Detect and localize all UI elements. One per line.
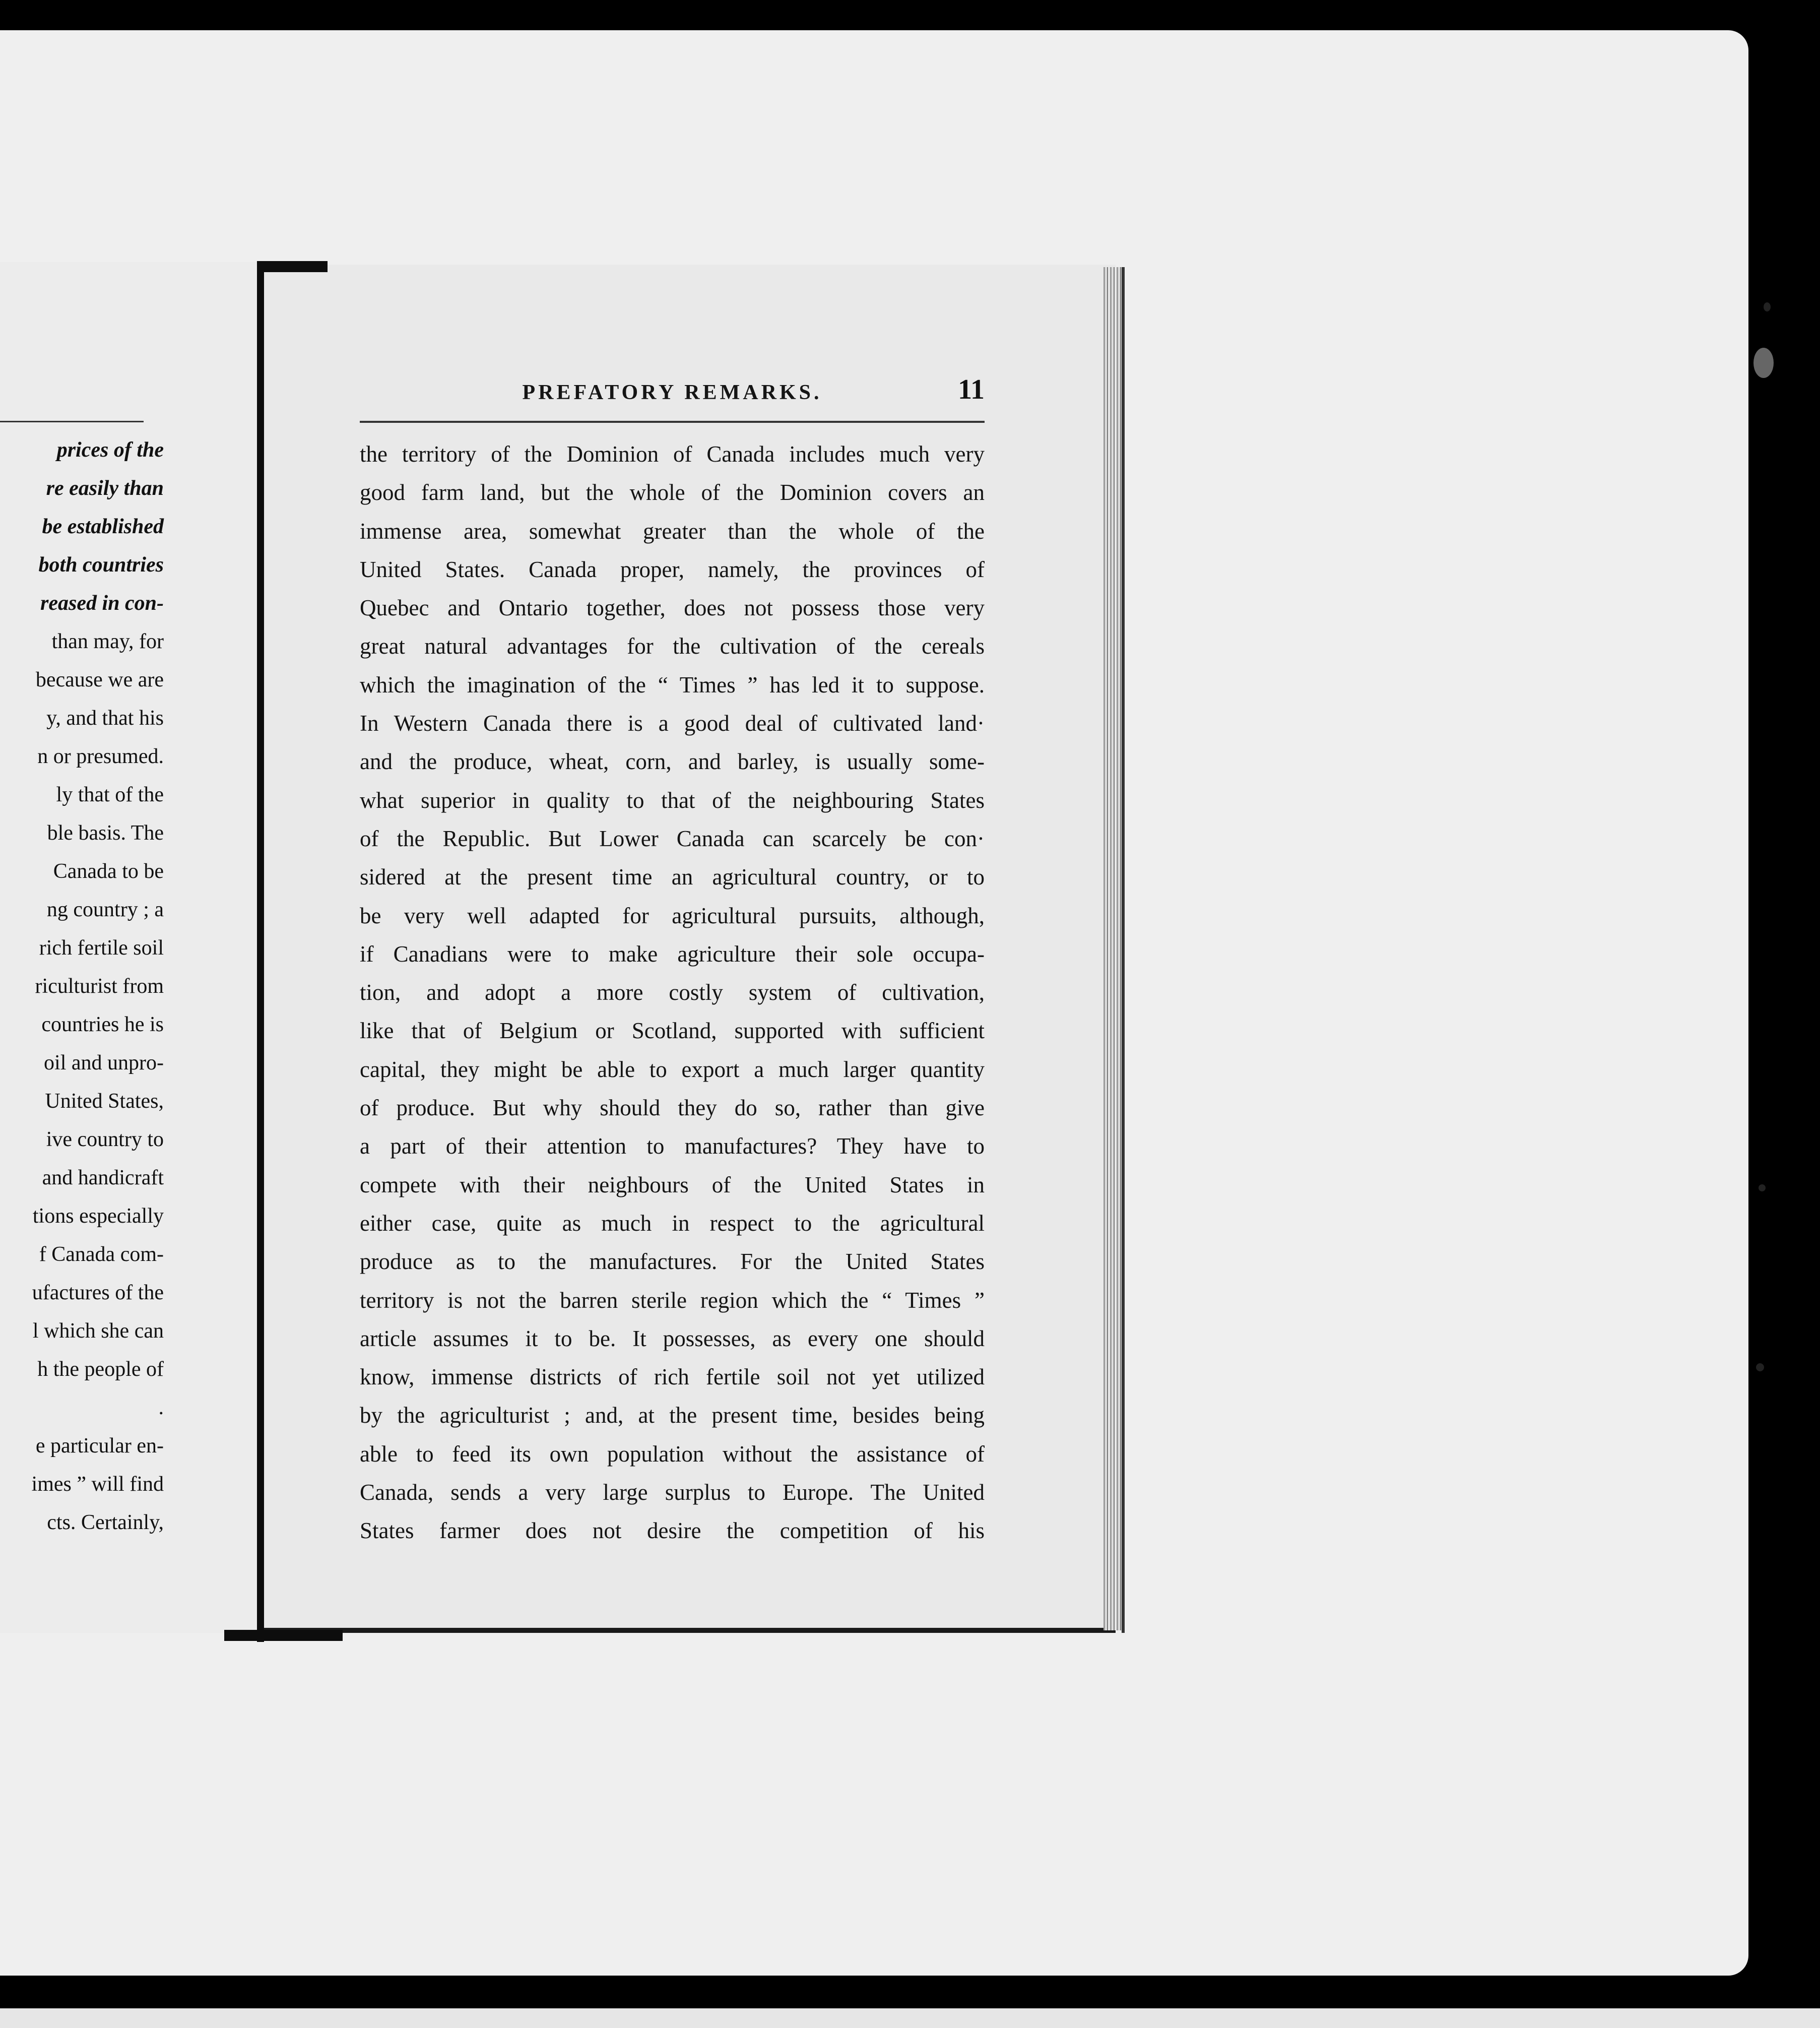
running-title: PREFATORY REMARKS. [522,381,822,404]
text-line: of produce. But why should they do so, rather than give [360,1095,985,1121]
previous-page-fragment [0,262,262,1633]
left-text-line: oil and unpro- [44,1051,164,1074]
left-text-line: n or presumed. [37,745,164,768]
text-line: Canada, sends a very large surplus to Europe. The United [360,1480,985,1505]
text-line: which the imagination of the “ Times ” has led it to suppose. [360,672,985,698]
left-text-line: because we are [35,668,164,691]
left-text-line: reased in con- [40,592,164,615]
text-line: Quebec and Ontario together, does not possess those very [360,595,985,621]
text-line: tion, and adopt a more costly system of cultivation, [360,980,985,1005]
left-text-line: l which she can [32,1319,164,1343]
text-line: capital, they might be able to export a much larger quantity [360,1056,985,1082]
text-line: article assumes it to be. It possesses, as every one should [360,1325,985,1351]
page-body-text [360,435,985,1550]
text-line: United States. Canada proper, namely, the provinces of [360,556,985,582]
text-line: produce as to the manufactures. For the United States [360,1249,985,1275]
binding-spine-bottom [224,1630,343,1641]
left-text-line: ble basis. The [47,821,164,845]
left-text-line: riculturist from [35,975,164,998]
left-text-line: both countries [38,553,164,577]
left-text-line: ufactures of the [32,1281,164,1304]
text-line: able to feed its own population without the assistance of [360,1441,985,1467]
text-line: what superior in quality to that of the neighbouring States [360,787,985,813]
text-line: be very well adapted for agricultural pursuits, although, [360,903,985,928]
left-text-line: be established [42,515,164,538]
page-edge-shadow [1122,267,1125,1633]
left-text-line: ly that of the [56,783,164,806]
left-text-line: imes ” will find [31,1473,164,1496]
left-text-line: y, and that his [46,707,164,730]
text-line: if Canadians were to make agriculture their sole occupa- [360,941,985,967]
text-line: good farm land, but the whole of the Dominion covers an [360,480,985,505]
film-speck [1764,302,1771,311]
left-text-line: ive country to [46,1128,164,1151]
binding-spine-top [257,261,328,272]
text-line: In Western Canada there is a good deal of cultivated land· [360,711,985,736]
text-line: States farmer does not desire the competition of his [360,1518,985,1544]
left-text-line: re easily than [46,477,164,500]
left-text-line: Canada to be [53,860,164,883]
film-speck [1756,1363,1764,1371]
left-text-line: prices of the [56,438,164,462]
text-line: compete with their neighbours of the United States in [360,1172,985,1197]
left-text-line: h the people of [37,1358,164,1381]
header-rule [360,421,985,423]
film-speck [1753,348,1774,378]
text-line: like that of Belgium or Scotland, supported with sufficient [360,1018,985,1044]
text-line: know, immense districts of rich fertile soil not yet utilized [360,1364,985,1390]
page-11 [264,265,1116,1633]
text-line: the territory of the Dominion of Canada includes much very [360,441,985,467]
page-number: 11 [958,374,985,405]
binding-spine [257,261,264,1642]
left-page-text [0,431,164,1542]
text-line: and the produce, wheat, corn, and barley, is usually some- [360,749,985,775]
left-text-line: and handicraft [42,1166,164,1189]
text-line: a part of their attention to manufactures? They have to [360,1133,985,1159]
text-line: territory is not the barren sterile region which the “ Times ” [360,1287,985,1313]
left-text-line: ng country ; a [46,898,164,921]
text-line: immense area, somewhat greater than the whole of the [360,518,985,544]
frame-bottom-strip [0,2008,1820,2028]
left-text-line: . [158,1396,164,1419]
page-header [360,374,985,416]
text-line: of the Republic. But Lower Canada can scarcely be con· [360,826,985,851]
left-header-rule [0,421,144,422]
text-line: either case, quite as much in respect to the agricultural [360,1210,985,1236]
text-line: sidered at the present time an agricultural country, or to [360,864,985,890]
page-stack-edge [1103,267,1124,1630]
left-text-line: United States, [45,1090,164,1113]
left-text-line: cts. Certainly, [47,1511,164,1534]
left-text-line: tions especially [32,1205,164,1228]
text-line: by the agriculturist ; and, at the present time, besides being [360,1403,985,1428]
film-speck [1759,1184,1766,1191]
left-text-line: countries he is [41,1013,164,1036]
left-text-line: e particular en- [35,1434,164,1457]
text-line: great natural advantages for the cultivation of the cereals [360,633,985,659]
left-text-line: rich fertile soil [39,936,164,960]
left-text-line: f Canada com- [39,1243,164,1266]
left-text-line: than may, for [51,630,164,653]
